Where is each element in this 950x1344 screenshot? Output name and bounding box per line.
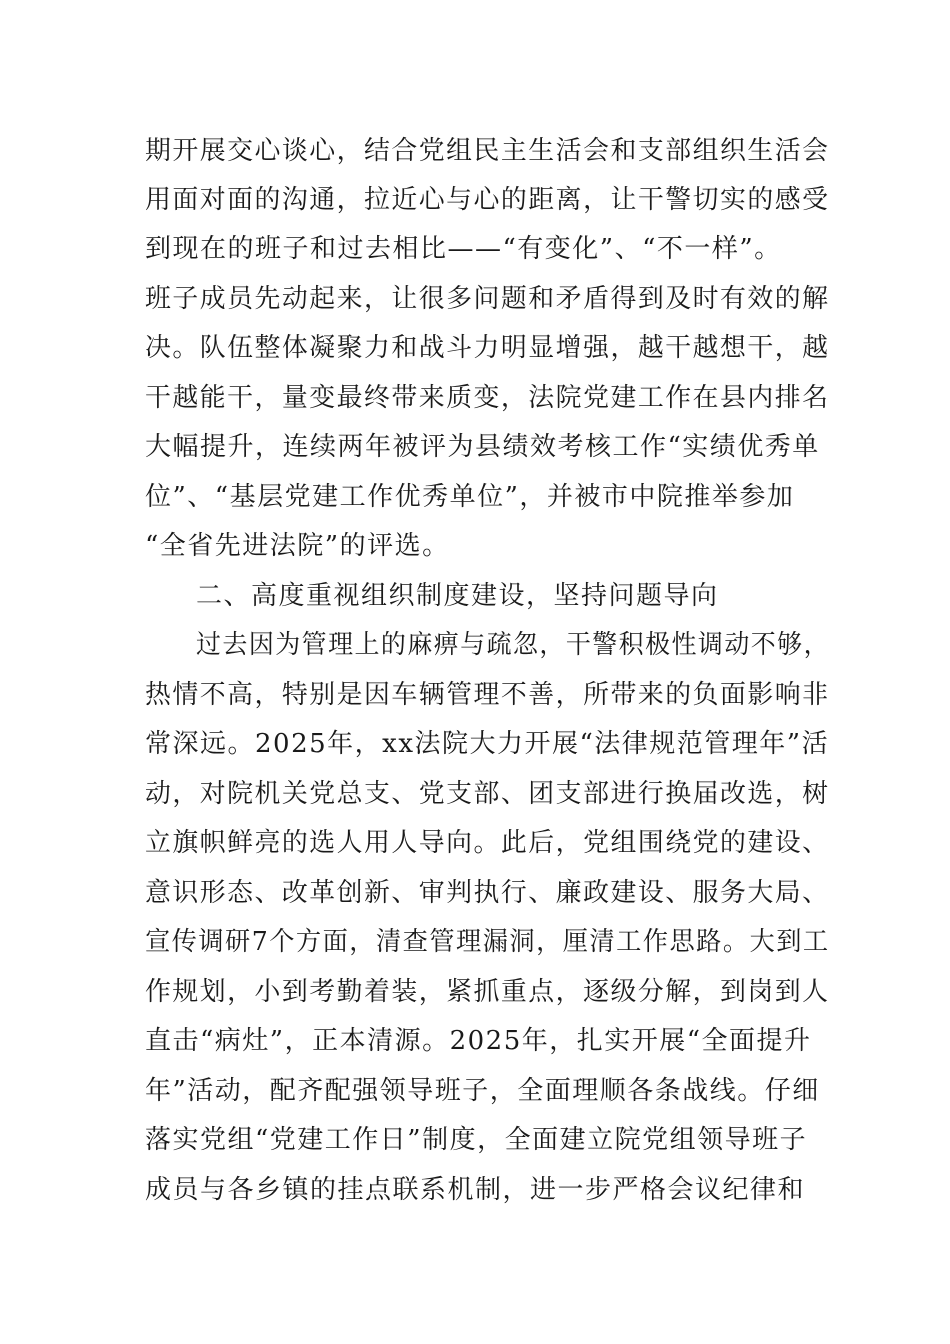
paragraph-line: 决。队伍整体凝聚力和战斗力明显增强，越干越想干，越 [145, 333, 830, 363]
paragraph-line: 落实党组“党建工作日”制度，全面建立院党组领导班子 [145, 1125, 808, 1155]
paragraph-line: 宣传调研7个方面，清查管理漏洞，厘清工作思路。大到工 [145, 927, 830, 957]
paragraph-line: 到现在的班子和过去相比——“有变化”、“不一样”。 [145, 234, 782, 264]
paragraph-line: 常深远。2025年，xx法院大力开展“法律规范管理年”活 [145, 729, 830, 759]
paragraph-line: “全省先进法院”的评选。 [145, 531, 450, 561]
section-heading: 二、高度重视组织制度建设，坚持问题导向 [196, 581, 719, 611]
paragraph-line: 大幅提升，连续两年被评为县绩效考核工作“实绩优秀单 [145, 432, 820, 462]
paragraph-line: 意识形态、改革创新、审判执行、廉政建设、服务大局、 [145, 878, 830, 908]
paragraph-line: 年”活动，配齐配强领导班子，全面理顺各条战线。仔细 [145, 1076, 820, 1106]
paragraph-line: 立旗帜鲜亮的选人用人导向。此后，党组围绕党的建设、 [145, 828, 830, 858]
paragraph-line: 干越能干，量变最终带来质变，法院党建工作在县内排名 [145, 383, 830, 413]
paragraph-line: 用面对面的沟通，拉近心与心的距离，让干警切实的感受 [145, 185, 830, 215]
paragraph-line: 位”、“基层党建工作优秀单位”，并被市中院推举参加 [145, 482, 795, 512]
paragraph-line: 班子成员先动起来，让很多问题和矛盾得到及时有效的解 [145, 284, 830, 314]
paragraph-line: 直击“病灶”，正本清源。2025年，扎实开展“全面提升 [145, 1026, 812, 1056]
paragraph-line: 期开展交心谈心，结合党组民主生活会和支部组织生活会 [145, 136, 830, 166]
paragraph-line: 过去因为管理上的麻痹与疏忽，干警积极性调动不够， [196, 630, 831, 660]
paragraph-line: 作规划，小到考勤着装，紧抓重点，逐级分解，到岗到人 [145, 977, 830, 1007]
paragraph-line: 成员与各乡镇的挂点联系机制，进一步严格会议纪律和 [145, 1175, 806, 1205]
paragraph-line: 动，对院机关党总支、党支部、团支部进行换届改选，树 [145, 779, 830, 809]
paragraph-line: 热情不高，特别是因车辆管理不善，所带来的负面影响非 [145, 680, 830, 710]
